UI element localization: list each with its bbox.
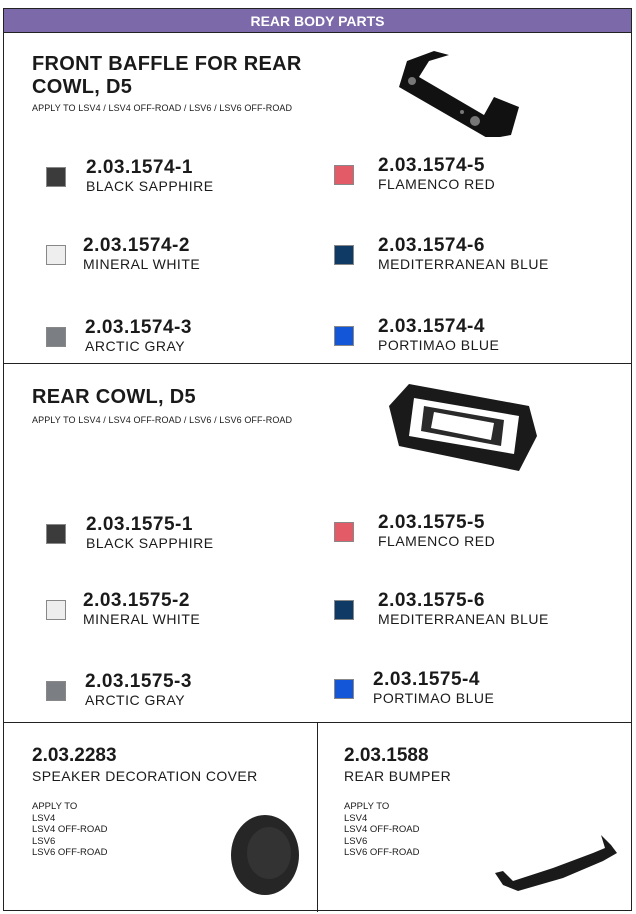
color-name: ARCTIC GRAY: [85, 692, 186, 708]
color-swatch: [46, 681, 66, 701]
part-code: 2.03.1575-3: [85, 671, 192, 692]
section-parts: [4, 723, 631, 912]
color-name: ARCTIC GRAY: [85, 338, 186, 354]
color-swatch: [46, 327, 66, 347]
section-front-baffle: [4, 33, 631, 364]
part-code: 2.03.2283: [32, 745, 117, 766]
color-name: MEDITERRANEAN BLUE: [378, 611, 549, 627]
color-swatch: [334, 522, 354, 542]
color-swatch: [334, 245, 354, 265]
apply-list: APPLY TO LSV4 LSV4 OFF-ROAD LSV6 LSV6 OFF-ROAD: [32, 801, 108, 858]
catalog-page: [3, 8, 632, 911]
color-option: [46, 591, 200, 628]
rear-cowl-image: [379, 376, 539, 476]
color-option: [334, 670, 494, 707]
apply-to: APPLY TO LSV4 / LSV4 OFF-ROAD / LSV6 / LSV6 OFF-ROAD: [32, 103, 293, 113]
part-code: 2.03.1575-4: [373, 669, 480, 690]
color-swatch: [334, 326, 354, 346]
page-header: REAR BODY PARTS: [4, 9, 631, 33]
color-option: [334, 513, 495, 550]
part-code: 2.03.1574-6: [378, 235, 485, 256]
section-title: REAR COWL, D5: [32, 386, 196, 408]
color-option: [46, 318, 192, 355]
color-name: BLACK SAPPHIRE: [86, 535, 214, 551]
color-name: BLACK SAPPHIRE: [86, 178, 214, 194]
color-option: [334, 591, 549, 628]
rear-bumper-image: [493, 823, 623, 893]
color-swatch: [46, 245, 66, 265]
color-swatch: [46, 600, 66, 620]
apply-list: APPLY TO LSV4 LSV4 OFF-ROAD LSV6 LSV6 OFF-ROAD: [344, 801, 420, 858]
color-swatch: [334, 165, 354, 185]
apply-to: APPLY TO LSV4 / LSV4 OFF-ROAD / LSV6 / LSV6 OFF-ROAD: [32, 415, 293, 425]
part-code: 2.03.1575-1: [86, 514, 193, 535]
color-swatch: [334, 600, 354, 620]
part-code: 2.03.1574-1: [86, 157, 193, 178]
color-swatch: [46, 167, 66, 187]
color-name: MINERAL WHITE: [83, 611, 201, 627]
part-name: SPEAKER DECORATION COVER: [32, 768, 258, 784]
section-rear-cowl: [4, 364, 631, 723]
color-option: [334, 236, 549, 273]
color-option: [46, 158, 214, 195]
part-code: 2.03.1575-2: [83, 590, 190, 611]
speaker-cover-image: [229, 811, 309, 899]
part-speaker-cover: [4, 723, 318, 912]
color-name: MEDITERRANEAN BLUE: [378, 256, 549, 272]
part-rear-bumper: [318, 723, 631, 912]
section-title: FRONT BAFFLE FOR REAR COWL, D5: [32, 53, 302, 98]
color-name: PORTIMAO BLUE: [378, 337, 500, 353]
color-name: FLAMENCO RED: [378, 533, 496, 549]
color-option: [46, 236, 200, 273]
color-name: PORTIMAO BLUE: [373, 690, 495, 706]
color-option: [334, 317, 499, 354]
color-swatch: [334, 679, 354, 699]
part-code: 2.03.1588: [344, 745, 429, 766]
color-option: [334, 156, 495, 193]
part-code: 2.03.1575-6: [378, 590, 485, 611]
part-code: 2.03.1574-4: [378, 316, 485, 337]
color-name: MINERAL WHITE: [83, 256, 201, 272]
color-name: FLAMENCO RED: [378, 176, 496, 192]
part-code: 2.03.1574-2: [83, 235, 190, 256]
color-option: [46, 515, 214, 552]
front-baffle-image: [389, 47, 529, 137]
part-code: 2.03.1574-5: [378, 155, 485, 176]
part-code: 2.03.1575-5: [378, 512, 485, 533]
color-option: [46, 672, 192, 709]
part-name: REAR BUMPER: [344, 768, 452, 784]
color-swatch: [46, 524, 66, 544]
part-code: 2.03.1574-3: [85, 317, 192, 338]
